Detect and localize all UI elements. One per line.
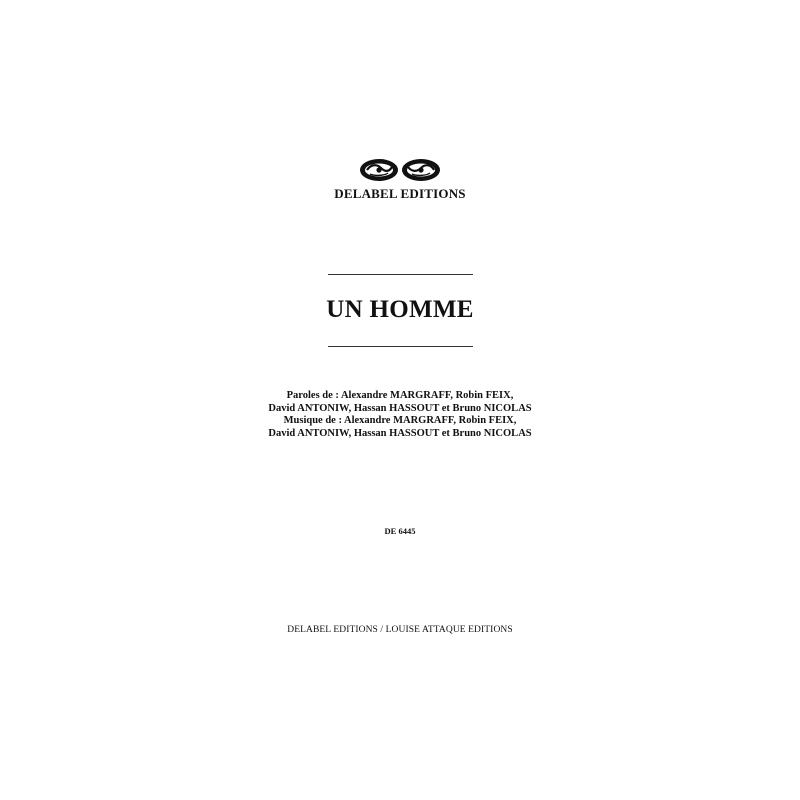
credits-line: David ANTONIW, Hassan HASSOUT et Bruno NICOLAS — [268, 402, 532, 414]
credits-line: Paroles de : Alexandre MARGRAFF, Robin FEIX, — [286, 390, 514, 401]
credits-block — [0, 390, 800, 440]
page-title: UN HOMME — [326, 296, 474, 323]
footer-publishers: DELABEL EDITIONS / LOUISE ATTAQUE EDITIONS — [287, 625, 513, 635]
publisher-name: DELABEL EDITIONS — [334, 186, 466, 201]
credits-line: Musique de : Alexandre MARGRAFF, Robin FEIX, — [283, 415, 517, 426]
title-rule-bottom — [328, 346, 473, 347]
title-rule-top — [328, 274, 473, 275]
delabel-logo-icon — [359, 158, 441, 182]
catalog-number: DE 6445 — [384, 526, 416, 536]
credits-line: David ANTONIW, Hassan HASSOUT et Bruno NICOLAS — [268, 427, 532, 439]
